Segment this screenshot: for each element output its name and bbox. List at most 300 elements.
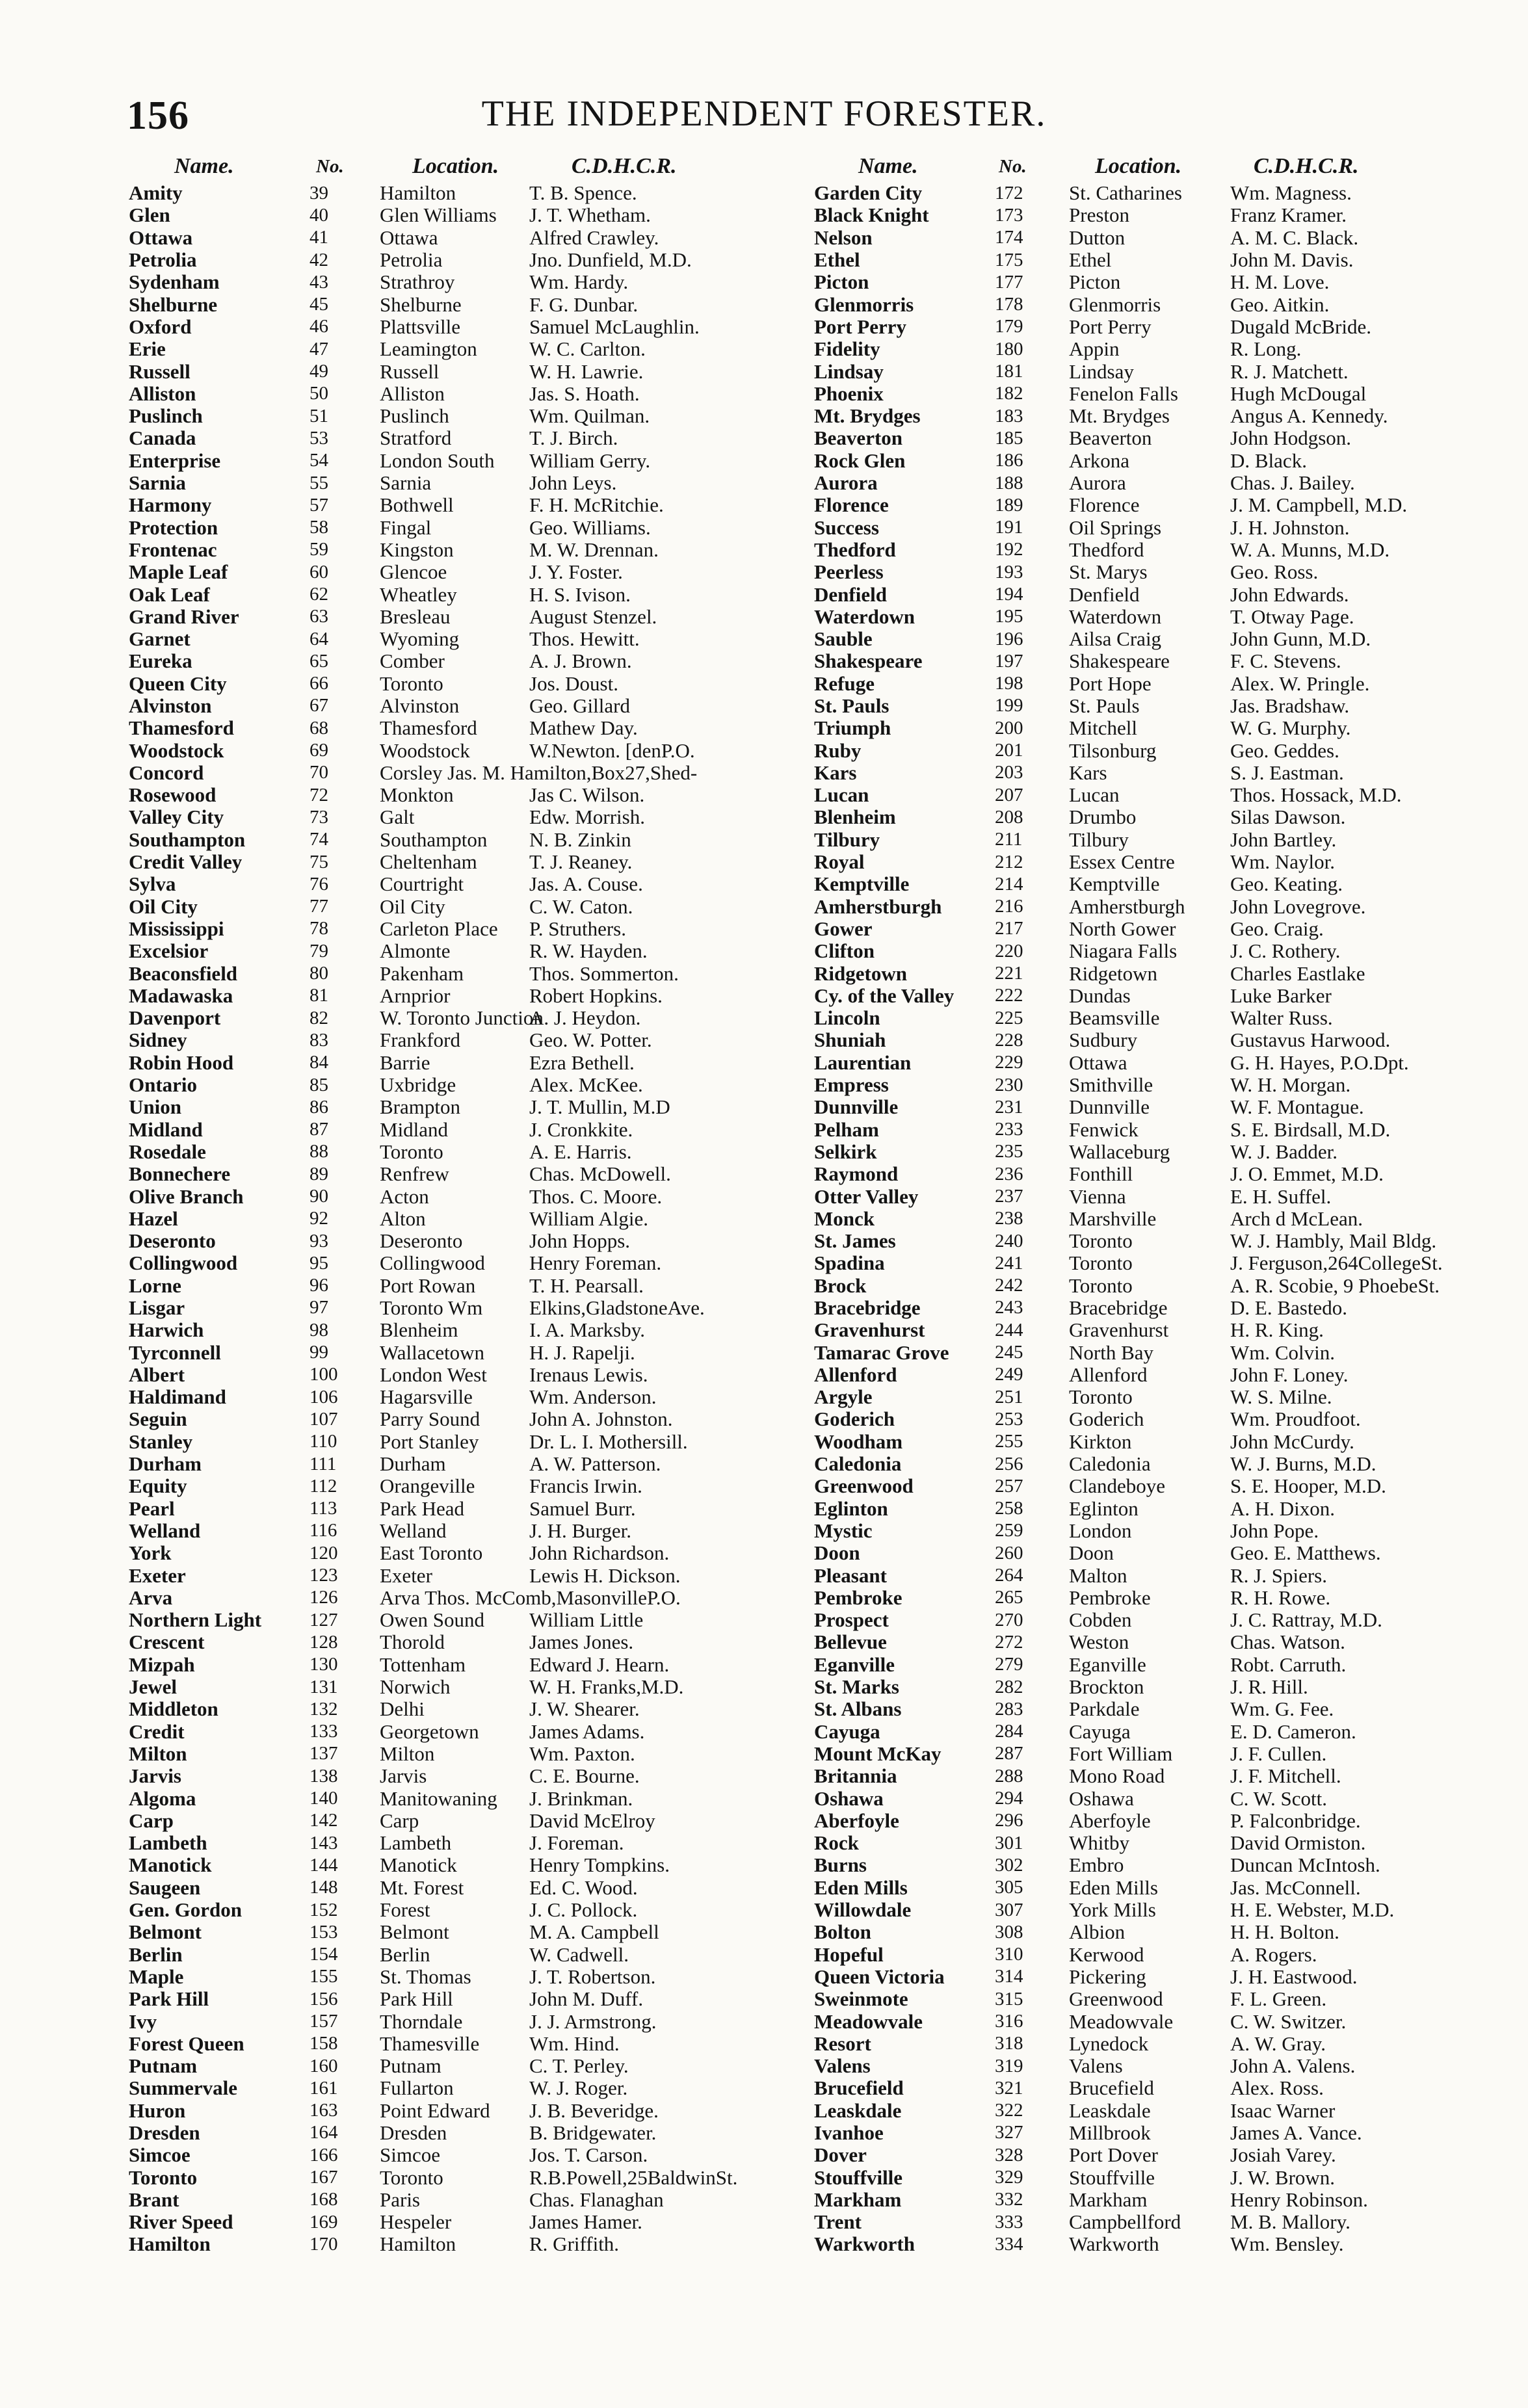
court-number: 123 [310,1565,338,1586]
court-name: Collingwood [129,1251,238,1275]
court-number: 241 [995,1252,1023,1274]
court-number: 100 [310,1364,338,1385]
table-row [814,2233,1477,2255]
court-name: Protection [129,516,218,539]
court-cdhcr: J. H. Burger. [529,1519,632,1542]
court-cdhcr: A. W. Gray. [1230,2032,1326,2055]
court-location: Allenford [1069,1363,1148,1386]
court-cdhcr: John F. Loney. [1230,1363,1349,1386]
court-location: Forest [380,1898,430,1922]
court-name: Shelburne [129,293,218,316]
court-number: 137 [310,1743,338,1764]
table-row [129,583,776,605]
court-location: Kingston [380,538,454,561]
court-name: Ivanhoe [814,2121,884,2144]
court-name: Allenford [814,1363,897,1386]
court-number: 179 [995,316,1023,337]
court-number: 235 [995,1141,1023,1162]
court-number: 143 [310,1832,338,1853]
court-location: Norwich [380,1675,451,1699]
court-location: Arnprior [380,984,451,1007]
court-cdhcr: P. Struthers. [529,917,626,940]
court-cdhcr: W. H. Franks,M.D. [529,1675,684,1699]
court-number: 272 [995,1631,1023,1653]
court-name: Putnam [129,2054,198,2078]
table-row [814,1208,1477,1230]
court-name: Port Perry [814,315,906,338]
court-location: Sarnia [380,471,432,495]
table-row [129,1431,776,1453]
court-location: Plattsville [380,315,460,338]
court-cdhcr: Chas. Flanaghan [529,2188,664,2211]
court-name: Tamarac Grove [814,1341,949,1364]
court-cdhcr: Thos. Hewitt. [529,627,640,651]
page-number: 156 [127,94,189,138]
court-number: 315 [995,1988,1023,2009]
court-name: Robin Hood [129,1051,234,1074]
court-location: Mono Road [1069,1764,1165,1788]
court-location: Petrolia [380,248,443,272]
court-name: Royal [814,850,865,874]
court-number: 116 [310,1520,337,1541]
table-row [129,851,776,873]
table-row [129,1141,776,1163]
court-number: 67 [310,695,328,716]
table-row [129,1542,776,1564]
court-cdhcr: Jas. S. Hoath. [529,382,640,405]
court-cdhcr: Jno. Dunfield, M.D. [529,248,692,272]
court-number: 43 [310,271,328,293]
table-row [129,293,776,315]
court-location: London South [380,449,495,472]
table-row [129,182,776,204]
court-number: 76 [310,873,328,895]
court-name: Denfield [814,582,887,606]
court-number: 138 [310,1765,338,1786]
court-location: Ottawa [380,226,438,249]
court-location: Strathroy [380,270,455,294]
court-cdhcr: Wm. Hind. [529,2032,620,2055]
court-name: Kemptville [814,872,910,896]
court-name: Deseronto [129,1229,216,1253]
court-number: 197 [995,650,1023,672]
court-cdhcr: David Ormiston. [1230,1831,1366,1855]
court-number: 95 [310,1252,328,1274]
table-row [814,896,1477,918]
court-location: Kirkton [1069,1430,1132,1453]
court-number: 120 [310,1542,338,1564]
table-row [129,1966,776,1988]
court-location: Renfrew [380,1162,449,1186]
court-cdhcr: R. J. Spiers. [1230,1564,1327,1587]
court-cdhcr: W. S. Milne. [1230,1385,1332,1409]
court-cdhcr: T. H. Pearsall. [529,1274,644,1297]
court-cdhcr: John Gunn, M.D. [1230,627,1371,651]
court-name: Mystic [814,1519,873,1542]
table-row [129,316,776,338]
court-cdhcr: William Algie. [529,1207,649,1230]
court-location: Campbellford [1069,2210,1181,2234]
court-cdhcr: S. J. Eastman. [1230,761,1344,784]
court-name: Rosedale [129,1140,206,1163]
court-name: Alliston [129,382,196,405]
court-location: Hamilton [380,181,456,205]
court-location: North Gower [1069,917,1176,940]
court-number: 318 [995,2033,1023,2054]
court-cdhcr: Angus A. Kennedy. [1230,404,1388,428]
court-number: 240 [995,1230,1023,1251]
left-table [129,151,776,2256]
court-location: Deseronto [380,1229,463,1253]
court-name: Simcoe [129,2143,191,2167]
court-cdhcr: James Jones. [529,1630,634,1654]
court-location: Oil City [380,895,445,918]
court-cdhcr: W. Cadwell. [529,1943,629,1966]
court-name: Woodstock [129,739,224,762]
court-name: St. Pauls [814,694,889,717]
court-location: Wallacetown [380,1341,485,1364]
court-cdhcr: David McElroy [529,1809,655,1832]
court-name: Dunnville [814,1095,899,1119]
court-name: Garnet [129,627,191,651]
table-row [814,1096,1477,1118]
table-row [129,1453,776,1475]
court-name: Valley City [129,805,224,829]
court-cdhcr: A. Rogers. [1230,1943,1317,1966]
court-cdhcr: Lewis H. Dickson. [529,1564,681,1587]
court-cdhcr: P. Falconbridge. [1230,1809,1361,1832]
court-name: Pleasant [814,1564,887,1587]
table-row [814,1275,1477,1297]
court-number: 265 [995,1587,1023,1608]
court-name: Hamilton [129,2232,211,2256]
court-cdhcr: W. F. Montague. [1230,1095,1364,1119]
court-cdhcr: F. L. Green. [1230,1987,1327,2011]
court-name: Stouffville [814,2166,903,2189]
court-number: 195 [995,606,1023,627]
court-name: Clifton [814,939,875,963]
court-location: Park Head [380,1497,464,1520]
court-name: Midland [129,1118,203,1141]
court-location: Weston [1069,1630,1129,1654]
court-name: Ethel [814,248,860,272]
court-number: 144 [310,1854,338,1876]
court-cdhcr: M. B. Mallory. [1230,2210,1350,2234]
court-location: St. Pauls [1069,694,1140,717]
court-name: Oil City [129,895,198,918]
court-location: Valens [1069,2054,1123,2078]
table-row [129,606,776,628]
table-row [814,1542,1477,1564]
court-location: Beamsville [1069,1006,1160,1030]
court-cdhcr: W.Newton. [denP.O. [529,739,695,762]
table-row [814,1854,1477,1876]
table-row [814,1185,1477,1207]
court-name: Eureka [129,649,192,673]
court-number: 40 [310,204,328,226]
table-row [129,1988,776,2010]
court-cdhcr: Thos. Sommerton. [529,962,679,985]
court-location: Bresleau [380,605,451,628]
court-location: Fingal [380,516,432,539]
court-name: Sarnia [129,471,186,495]
court-location: Toronto [380,1140,443,1163]
court-number: 133 [310,1721,338,1742]
table-row [129,204,776,226]
table-row [814,539,1477,561]
court-location: Simcoe [380,2143,440,2167]
court-cdhcr: Henry Robinson. [1230,2188,1368,2211]
table-row [814,940,1477,962]
court-location: Berlin [380,1943,430,1966]
court-location: Glen Williams [380,203,497,227]
court-name: Otter Valley [814,1184,919,1208]
court-cdhcr: T. J. Birch. [529,426,618,450]
court-number: 157 [310,2010,338,2032]
court-number: 45 [310,294,328,315]
court-location: London West [380,1363,487,1386]
court-name: Rock Glen [814,449,906,472]
court-number: 68 [310,717,328,739]
court-cdhcr: Geo. W. Potter. [529,1028,652,1052]
table-row [129,1498,776,1520]
court-name: Thedford [814,538,896,561]
court-location: Acton [380,1184,429,1208]
court-number: 222 [995,985,1023,1006]
court-number: 194 [995,583,1023,605]
table-row [129,405,776,427]
court-location: Niagara Falls [1069,939,1178,963]
court-location: Welland [380,1519,447,1542]
court-name: Raymond [814,1162,899,1186]
court-location: Stouffville [1069,2166,1155,2189]
court-cdhcr: John Pope. [1230,1519,1319,1542]
court-cdhcr: A. H. Dixon. [1230,1497,1336,1520]
court-number: 256 [995,1453,1023,1474]
court-number: 73 [310,806,328,828]
court-number: 282 [995,1676,1023,1697]
court-name: Garden City [814,181,923,205]
court-location: Port Stanley [380,1430,479,1453]
court-number: 211 [995,829,1023,850]
court-location: Albion [1069,1920,1126,1944]
court-name: Phoenix [814,382,884,405]
table-row [814,1943,1477,1965]
court-name: Summervale [129,2076,238,2100]
court-number: 97 [310,1297,328,1318]
table-row [129,2100,776,2122]
court-cdhcr: A. R. Scobie, 9 PhoebeSt. [1230,1274,1440,1297]
court-cdhcr: W. G. Murphy. [1230,716,1351,740]
court-number: 316 [995,2010,1023,2032]
court-location: Russell [380,360,440,383]
court-number: 107 [310,1408,338,1430]
table-row [129,271,776,293]
court-number: 55 [310,472,328,493]
court-cdhcr: Wm. G. Fee. [1230,1697,1334,1721]
court-name: Amity [129,181,183,205]
court-location: Hagarsville [380,1385,473,1409]
court-name: Oak Leaf [129,582,210,606]
court-name: Valens [814,2054,871,2078]
court-location: London [1069,1519,1132,1542]
court-cdhcr: W. H. Lawrie. [529,360,644,383]
table-row [129,829,776,851]
page-title: THE INDEPENDENT FORESTER. [481,94,1047,134]
table-row [129,1386,776,1408]
court-number: 79 [310,940,328,962]
court-name: Saugeen [129,1876,201,1899]
court-name: Bracebridge [814,1296,921,1319]
court-name: Dresden [129,2121,200,2144]
court-name: Rock [814,1831,859,1855]
table-row [129,762,776,784]
right-table [814,151,1477,2256]
court-location: Waterdown [1069,605,1162,628]
court-name: Lambeth [129,1831,207,1855]
court-name: Willowdale [814,1898,912,1922]
table-row [814,1899,1477,1921]
court-name: Tilbury [814,828,880,851]
court-number: 87 [310,1119,328,1140]
court-name: Argyle [814,1385,873,1409]
court-cdhcr: Chas. J. Bailey. [1230,471,1355,495]
court-location: Markham [1069,2188,1148,2211]
table-row [129,1943,776,1965]
court-cdhcr: August Stenzel. [529,605,657,628]
table-row [814,1252,1477,1274]
table-row [814,2144,1477,2166]
court-cdhcr: J. T. Robertson. [529,1965,656,1988]
court-location: Fenwick [1069,1118,1139,1141]
court-number: 302 [995,1854,1023,1876]
court-number: 153 [310,1921,338,1943]
court-cdhcr: Geo. Williams. [529,516,651,539]
court-cdhcr: John A. Valens. [1230,2054,1356,2078]
court-number: 225 [995,1007,1023,1028]
court-cdhcr: John Lovegrove. [1230,895,1366,918]
court-number: 260 [995,1542,1023,1564]
court-number: 98 [310,1319,328,1341]
court-cdhcr: R. W. Hayden. [529,939,648,963]
court-number: 255 [995,1431,1023,1452]
table-row [129,1921,776,1943]
court-number: 54 [310,450,328,471]
court-name: Ridgetown [814,962,907,985]
court-location: Port Dover [1069,2143,1158,2167]
table-row [129,1052,776,1074]
court-number: 327 [995,2122,1023,2143]
table-row [814,2122,1477,2144]
court-cdhcr: Wm. Quilman. [529,404,650,428]
court-name: Mt. Brydges [814,404,921,428]
court-location: Drumbo [1069,805,1137,829]
court-location: Toronto [1069,1251,1133,1275]
court-location: Shakespeare [1069,649,1170,673]
court-cdhcr: Jos. Doust. [529,672,618,695]
court-cdhcr: Irenaus Lewis. [529,1363,648,1386]
court-number: 238 [995,1208,1023,1229]
court-number: 196 [995,628,1023,649]
court-location: St. Marys [1069,560,1148,584]
court-name: Maple Leaf [129,560,228,584]
table-row [129,450,776,472]
table-row [814,2033,1477,2055]
court-name: Huron [129,2099,186,2122]
table-row [129,918,776,940]
court-number: 106 [310,1386,338,1407]
table-row [129,383,776,405]
court-name: Erie [129,337,166,361]
court-number: 130 [310,1654,338,1675]
court-name: Ruby [814,739,862,762]
court-location: Woodstock [380,739,470,762]
court-location: Warkworth [1069,2232,1159,2256]
court-cdhcr: N. B. Zinkin [529,828,631,851]
court-number: 46 [310,316,328,337]
court-number: 181 [995,361,1023,382]
table-row [129,2033,776,2055]
table-row [129,784,776,806]
court-location: Point Edward [380,2099,490,2122]
court-number: 156 [310,1988,338,2009]
court-location: Blenheim [380,1318,458,1342]
court-cdhcr: J. C. Pollock. [529,1898,638,1922]
table-row [814,873,1477,895]
court-cdhcr: Alex. McKee. [529,1073,643,1097]
court-cdhcr: John M. Davis. [1230,248,1354,272]
table-row [814,1074,1477,1096]
court-number: 72 [310,784,328,805]
court-name: Stanley [129,1430,193,1453]
court-name: Albert [129,1363,185,1386]
court-cdhcr: Gustavus Harwood. [1230,1028,1391,1052]
court-name: Laurentian [814,1051,912,1074]
table-row [129,1520,776,1542]
court-number: 193 [995,561,1023,582]
court-name: Gower [814,917,873,940]
court-number: 314 [995,1966,1023,1987]
court-number: 90 [310,1186,328,1207]
court-name: St. James [814,1229,896,1253]
table-row [129,1698,776,1720]
table-row [814,650,1477,672]
table-row [129,561,776,583]
court-location: Essex Centre [1069,850,1175,874]
court-name: Frontenac [129,538,217,561]
court-cdhcr: William Little [529,1608,644,1632]
court-number: 208 [995,806,1023,828]
court-name: Northern Light [129,1608,262,1632]
court-location: Frankford [380,1028,460,1052]
table-row [129,1654,776,1676]
court-cdhcr: R. H. Rowe. [1230,1586,1331,1609]
court-number: 294 [995,1788,1023,1809]
court-number: 161 [310,2077,338,2099]
table-row [814,1520,1477,1542]
court-location: Leamington [380,337,477,361]
court-number: 152 [310,1899,338,1920]
court-number: 198 [995,673,1023,694]
court-location: Ottawa [1069,1051,1127,1074]
court-number: 85 [310,1074,328,1095]
court-location: Tilsonburg [1069,739,1157,762]
court-cdhcr: John Edwards. [1230,582,1349,606]
court-location: Thedford [1069,538,1144,561]
court-number: 251 [995,1386,1023,1407]
table-row [129,494,776,516]
court-cdhcr: C. W. Switzer. [1230,2009,1347,2033]
